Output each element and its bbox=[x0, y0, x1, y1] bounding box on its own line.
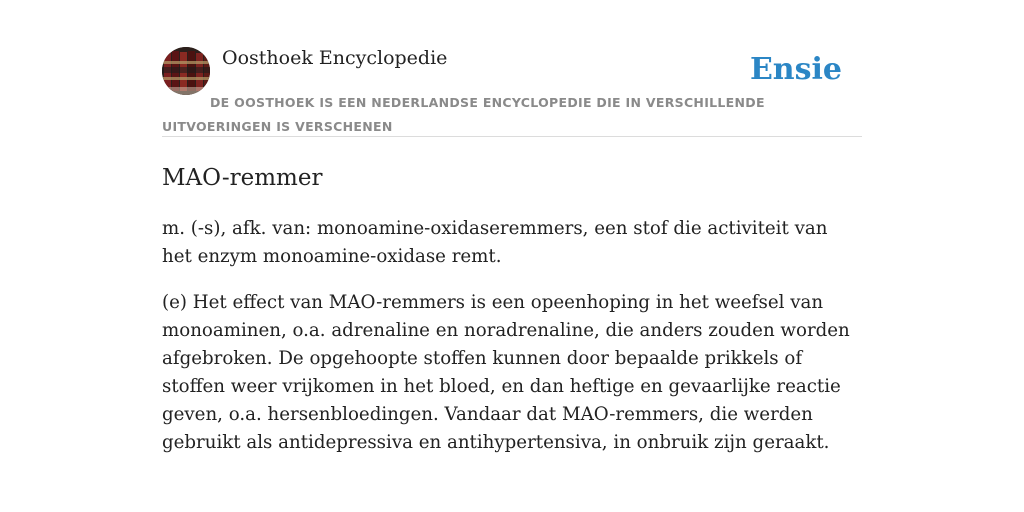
entry-paragraph-definition: m. (-s), afk. van: monoamine-oxidaseremmers, een stof die activiteit van het enzym monoamine-oxidase remt. bbox=[162, 218, 828, 267]
source-description: DE OOSTHOEK IS EEN NEDERLANDSE ENCYCLOPEDIE DIE IN VERSCHILLENDE UITVOERINGEN IS VERSCHENEN bbox=[162, 95, 765, 134]
source-header bbox=[162, 44, 862, 137]
source-avatar[interactable] bbox=[162, 47, 210, 95]
brand-logo[interactable]: Ensie bbox=[749, 52, 842, 87]
entry-title: MAO-remmer bbox=[162, 165, 323, 191]
source-title[interactable]: Oosthoek Encyclopedie bbox=[222, 47, 448, 69]
entry-paragraph-explanation: (e) Het effect van MAO-remmers is een opeenhoping in het weefsel van monoaminen, o.a. adrenaline en noradrenaline, die anders zouden worden afgebroken. De opgehoopte stoffen kunnen door bepaalde prikkels of stoffen weer vrijkomen in het bloed, en dan heftige en gevaarlijke reactie geven, o.a. hersenbloedingen. Vandaar dat MAO-remmers, die werden gebruikt als antidepressiva en antihypertensiva, in onbruik zijn geraakt. bbox=[162, 292, 850, 453]
entry-card bbox=[162, 44, 862, 457]
book-spines-icon bbox=[162, 47, 210, 95]
